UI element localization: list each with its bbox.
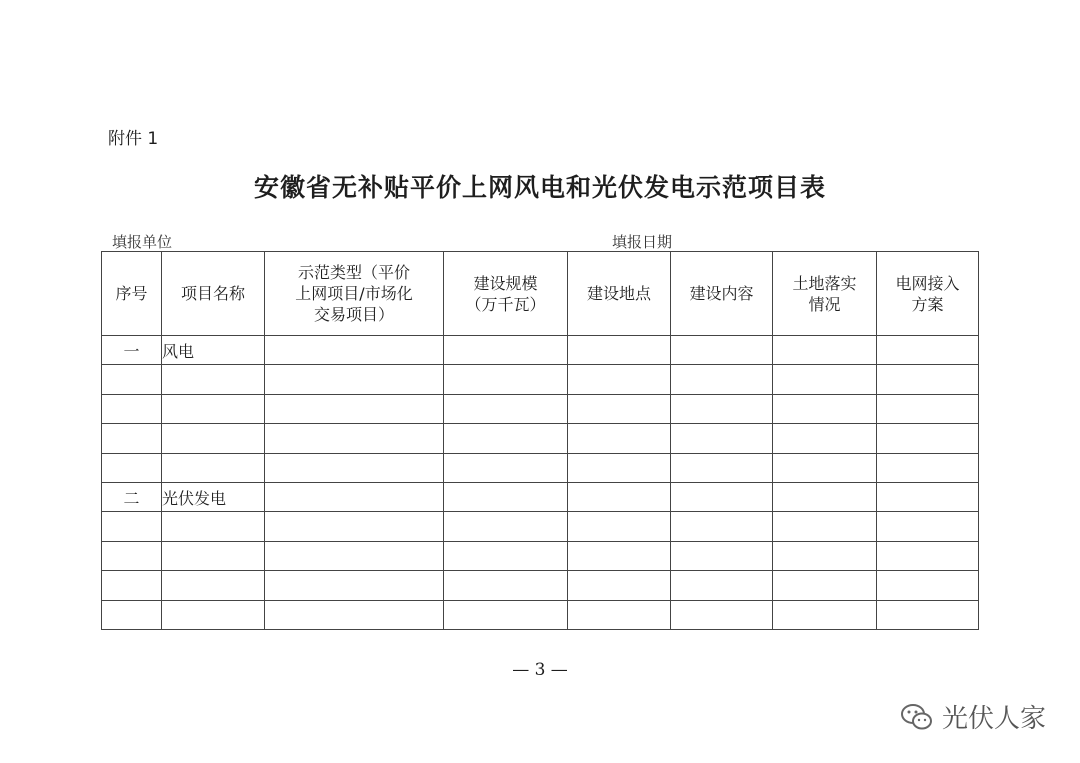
column-header-line: 示范类型（平价 xyxy=(297,263,410,282)
table-cell xyxy=(671,336,773,365)
table-cell xyxy=(773,600,877,629)
table-cell xyxy=(877,365,979,394)
document-title: 安徽省无补贴平价上网风电和光伏发电示范项目表 xyxy=(253,173,826,202)
table-row xyxy=(102,571,979,600)
section-seq: 一 xyxy=(102,336,162,365)
column-header xyxy=(102,252,162,336)
table-cell xyxy=(773,365,877,394)
table-cell xyxy=(568,541,671,570)
column-header xyxy=(773,252,877,336)
column-header xyxy=(162,252,265,336)
watermark xyxy=(900,698,1046,735)
table-cell xyxy=(671,394,773,423)
table-row xyxy=(102,600,979,629)
table-cell xyxy=(162,424,265,453)
table-cell xyxy=(773,336,877,365)
table-cell xyxy=(102,512,162,541)
table-cell xyxy=(162,365,265,394)
table-cell xyxy=(265,453,444,482)
table-cell xyxy=(444,424,568,453)
table-cell xyxy=(444,453,568,482)
table-cell xyxy=(265,512,444,541)
table-cell xyxy=(102,453,162,482)
table-cell xyxy=(671,482,773,511)
table-row xyxy=(102,424,979,453)
column-header-line: 电网接入 xyxy=(895,273,960,293)
table-cell xyxy=(444,394,568,423)
table-cell xyxy=(102,541,162,570)
fill-date-label: 填报日期 xyxy=(612,233,673,251)
column-header-line: 建设地点 xyxy=(586,284,651,303)
table-cell xyxy=(102,600,162,629)
table-cell xyxy=(265,424,444,453)
table-cell xyxy=(568,365,671,394)
table-cell xyxy=(568,482,671,511)
table-cell xyxy=(877,600,979,629)
table-cell xyxy=(773,482,877,511)
page-number: — 3 — xyxy=(512,660,568,680)
table-cell xyxy=(671,424,773,453)
column-header-line: 上网项目/市场化 xyxy=(295,284,413,303)
table-cell xyxy=(444,482,568,511)
table-cell xyxy=(671,541,773,570)
table-cell xyxy=(877,336,979,365)
table-cell xyxy=(877,424,979,453)
table-row xyxy=(102,394,979,423)
table-cell xyxy=(671,512,773,541)
section-row xyxy=(102,482,979,511)
table-cell xyxy=(773,571,877,600)
table-cell xyxy=(444,365,568,394)
table-cell xyxy=(102,394,162,423)
table-cell xyxy=(671,600,773,629)
table-cell xyxy=(162,512,265,541)
table-cell xyxy=(162,394,265,423)
table-cell xyxy=(444,571,568,600)
table-cell xyxy=(444,336,568,365)
section-name: 风电 xyxy=(162,336,265,365)
table-cell xyxy=(568,336,671,365)
table-cell xyxy=(102,571,162,600)
table-cell xyxy=(773,512,877,541)
table-cell xyxy=(102,365,162,394)
column-header xyxy=(265,252,444,336)
table-cell xyxy=(877,482,979,511)
table-cell xyxy=(102,424,162,453)
column-header-line: 情况 xyxy=(808,294,841,314)
table-cell xyxy=(877,453,979,482)
column-header-line: 交易项目） xyxy=(313,305,394,324)
project-table xyxy=(101,251,979,630)
table-cell xyxy=(265,394,444,423)
column-header xyxy=(444,252,568,336)
table-cell xyxy=(671,453,773,482)
table-cell xyxy=(265,541,444,570)
column-header-line: 方案 xyxy=(911,294,944,314)
table-cell xyxy=(162,600,265,629)
table-cell xyxy=(265,571,444,600)
column-header-line: 建设规模 xyxy=(473,273,538,293)
table-cell xyxy=(773,394,877,423)
table-cell xyxy=(877,571,979,600)
table-cell xyxy=(568,571,671,600)
table-cell xyxy=(444,541,568,570)
column-header xyxy=(568,252,671,336)
table-cell xyxy=(162,453,265,482)
section-name: 光伏发电 xyxy=(162,482,265,511)
table-cell xyxy=(162,541,265,570)
column-header xyxy=(877,252,979,336)
table-cell xyxy=(877,541,979,570)
table-cell xyxy=(773,541,877,570)
column-header-line: 土地落实 xyxy=(792,273,857,293)
table-cell xyxy=(568,453,671,482)
section-row xyxy=(102,336,979,365)
table-cell xyxy=(265,336,444,365)
table-cell xyxy=(773,424,877,453)
table-body xyxy=(102,336,979,630)
section-seq: 二 xyxy=(102,482,162,511)
table-row xyxy=(102,453,979,482)
fill-unit-label: 填报单位 xyxy=(112,233,173,251)
column-header-line: 序号 xyxy=(115,284,148,303)
table-cell xyxy=(773,453,877,482)
table-cell xyxy=(568,600,671,629)
table-cell xyxy=(444,512,568,541)
table-row xyxy=(102,541,979,570)
table-cell xyxy=(265,482,444,511)
column-header-line: 建设内容 xyxy=(689,284,754,303)
table-cell xyxy=(265,365,444,394)
table-row xyxy=(102,365,979,394)
table-cell xyxy=(568,424,671,453)
table-cell xyxy=(568,394,671,423)
table-header-row xyxy=(102,252,979,336)
wechat-icon xyxy=(900,702,934,732)
table-cell xyxy=(568,512,671,541)
table-cell xyxy=(877,394,979,423)
watermark-text: 光伏人家 xyxy=(941,704,1046,734)
column-header xyxy=(671,252,773,336)
table-cell xyxy=(444,600,568,629)
table-cell xyxy=(265,600,444,629)
table-cell xyxy=(162,571,265,600)
table-row xyxy=(102,512,979,541)
table-cell xyxy=(671,571,773,600)
column-header-line: 项目名称 xyxy=(180,284,245,303)
annex-label: 附件 1 xyxy=(108,129,159,149)
column-header-line: （万千瓦） xyxy=(465,294,546,314)
table-cell xyxy=(671,365,773,394)
table-cell xyxy=(877,512,979,541)
